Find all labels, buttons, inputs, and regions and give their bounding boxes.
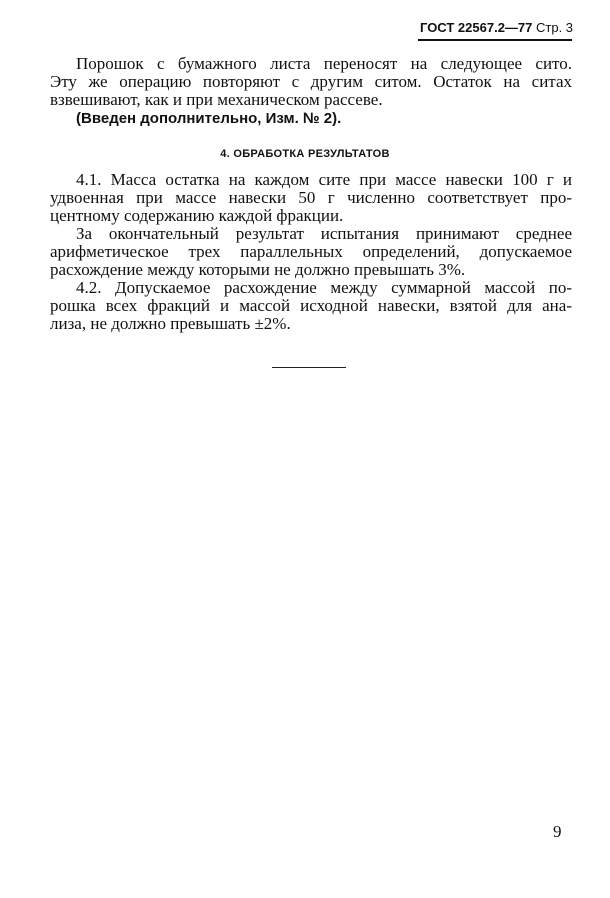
text-line: 4.1. Масса остатка на каждом сите при массе навески 100 г и [76,170,572,189]
text-line: Порошок с бумажного листа переносят на следующее сито. [76,54,572,73]
text-line: Эту же операцию повторяют с другим ситом. Остаток на ситах [50,72,572,91]
text-line: взвешивают, как и при механическом рассеве. [50,90,383,109]
amendment-note: (Введен дополнительно, Изм. № 2). [76,110,342,127]
standard-number: ГОСТ 22567.2—77 [420,20,533,35]
header-rule [418,39,572,41]
text-line: удвоенная при массе навески 50 г численно соответствует про- [50,188,572,207]
text-line: лиза, не должно превышать ±2%. [50,314,291,333]
text-line: центному содержанию каждой фракции. [50,206,344,225]
text-line: расхождение между которыми не должно превышать 3%. [50,260,466,279]
page-label: Стр. 3 [536,20,574,35]
page-number: 9 [553,822,562,841]
end-rule [272,367,346,368]
header-standard [420,20,572,35]
text-line: 4.2. Допускаемое расхождение между суммарной массой по- [76,278,572,297]
text-line: рошка всех фракций и массой исходной навески, взятой для ана- [50,296,572,315]
section-title: 4. ОБРАБОТКА РЕЗУЛЬТАТОВ [220,148,390,160]
text-line: За окончательный результат испытания принимают среднее [76,224,572,243]
text-line: арифметическое трех параллельных определений, допускаемое [50,242,572,261]
